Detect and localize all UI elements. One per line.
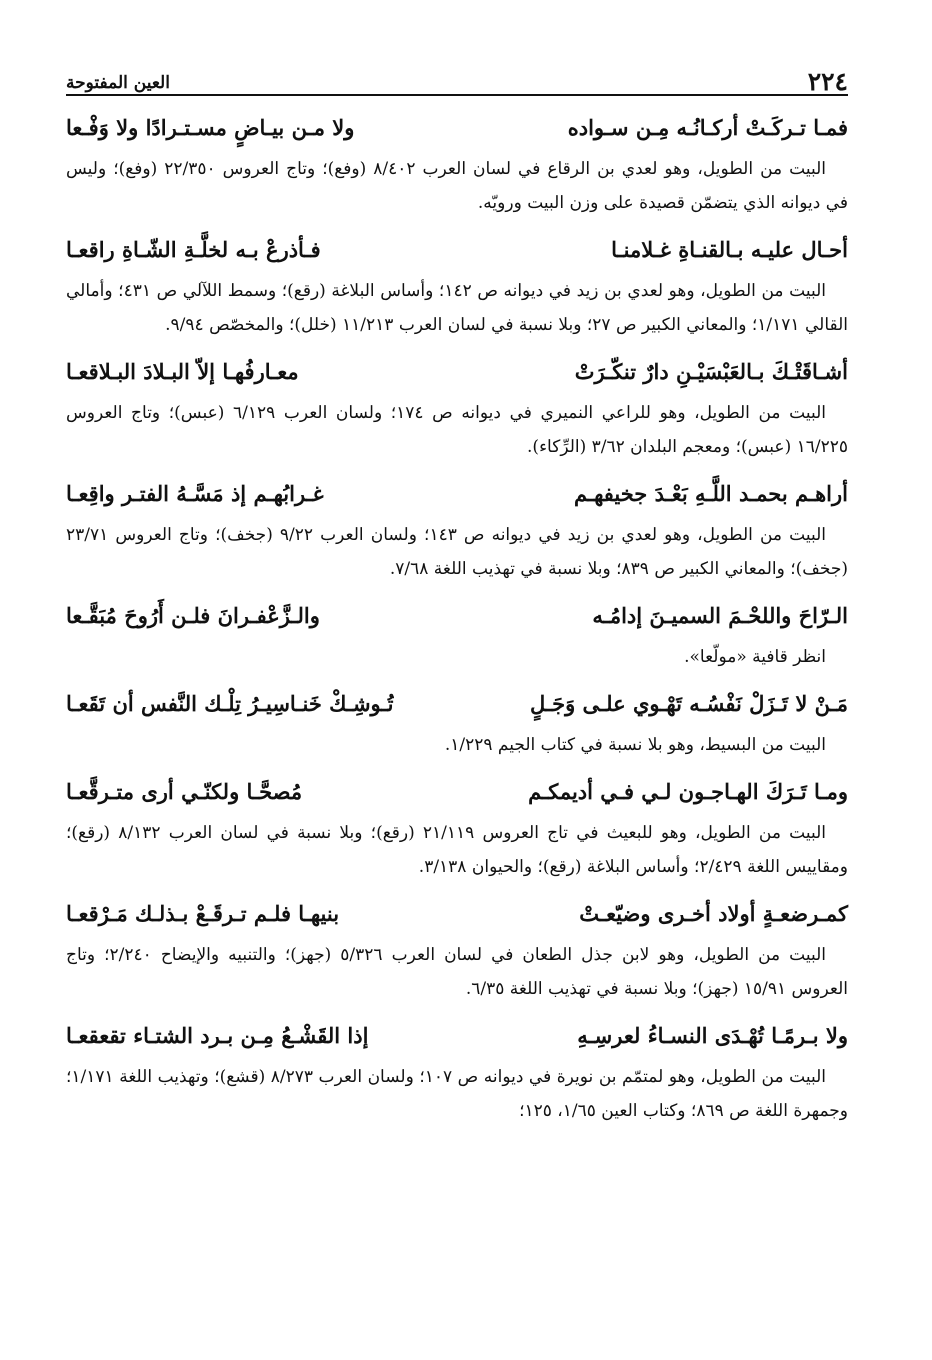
verse-note: البيت من الطويل، وهو لعدي بن الرقاع في لسان العرب ٨/٤٠٢ (وفع)؛ وتاج العروس ٢٢/٣٥٠ (وفع)؛ وليس في ديوانه الذي يتضمّن قصيدة على وزن البيت ورويّه. [66,159,848,213]
verse-note: البيت من البسيط، وهو بلا نسبة في كتاب الجيم ١/٢٢٩. [444,735,826,755]
verse-first-hemistich: مَـنْ لا تَـزَلْ نَفْسُـه تَهْـوي علـى وَجَـلٍ [530,690,848,716]
verse-first-hemistich: كمـرضعـةٍ أولاد أخـرى وضيّعـتْ [579,900,848,926]
verse-entry [66,346,848,464]
page-header [66,58,848,96]
verse-first-hemistich: ومـا تَـرَكَ الهـاجـون لـي فـي أديمكـم [528,778,848,804]
verse-line [66,224,848,274]
verse-note: البيت من الطويل، وهو للراعي النميري في ديوانه ص ١٧٤؛ ولسان العرب ٦/١٢٩ (عبس)؛ وتاج العروس ١٦/٢٢٥ (عبس)؛ ومعجم البلدان ٣/٦٢ (الرِّكاء). [66,403,848,457]
verse-second-hemistich: ولا مـن بيـاضٍ مسـتـرادًا ولا وَفْـعا [66,114,355,140]
verse-entry [66,102,848,220]
verse-first-hemistich: أشـاقَتْـكَ بـالعَبْسَيْـنِ دارٌ تنكّـرَتْ [574,358,848,384]
verse-entry [66,590,848,674]
verse-first-hemistich: أراهـم بحمـد اللَّـهِ بَعْـدَ جخيفهـم [573,480,848,506]
verse-line [66,102,848,152]
page-number: ٢٢٤ [807,67,848,96]
verse-note: البيت من الطويل، وهو للبعيث في تاج العروس ٢١/١١٩ (رقع)؛ وبلا نسبة في لسان العرب ٨/١٣٢ (رقع)؛ ومقاييس اللغة ٢/٤٢٩؛ وأساس البلاغة (رقع)؛ والحيوان ٣/١٣٨. [66,823,848,877]
verse-note: البيت من الطويل، وهو لابن جذل الطعان في لسان العرب ٥/٣٢٦ (جهز)؛ والتنبيه والإيضاح ٢/٢٤٠؛ وتاج العروس ١٥/٩١ (جهز)؛ وبلا نسبة في تهذيب اللغة ٦/٣٥. [66,945,848,999]
verse-line [66,678,848,728]
verse-entry [66,468,848,586]
verse-line [66,766,848,816]
verse-note: البيت من الطويل، وهو لعدي بن زيد في ديوانه ص ١٤٢؛ وأساس البلاغة (رقع)؛ وسمط اللآلي ص ٤٣١؛ وأمالي القالي ١/١٧١؛ والمعاني الكبير ص ٢٧؛ وبلا نسبة في لسان العرب ١١/٢١٣ (خلل)؛ والمخصّص ٩/٩٤. [66,281,848,335]
verse-first-hemistich: أحـال عليـه بـالقنـاةِ غـلامنـا [611,236,848,262]
verse-second-hemistich: مُصحَّـا ولكنّـي أرى متـرقَّعـا [66,778,303,804]
verse-second-hemistich: فـأذرعْ بـه لخلَّـةِ الشّـاةِ راقعـا [66,236,321,262]
verse-entry [66,224,848,342]
verse-second-hemistich: بنيهـا فلـم تـرقَـعْ بـذلـك مَـرْقعـا [66,900,340,926]
verse-line [66,468,848,518]
verse-note: البيت من الطويل، وهو لمتمّم بن نويرة في ديوانه ص ١٠٧؛ ولسان العرب ٨/٢٧٣ (قشع)؛ وتهذيب اللغة ١/١٧١؛ وجمهرة اللغة ص ٨٦٩؛ وكتاب العين ١/٦٥، ١٢٥؛ [66,1067,848,1121]
verse-line [66,1010,848,1060]
verse-second-hemistich: غـرابُهـم إذ مَسَّـهُ الفتـر واقِعـا [66,480,324,506]
verse-note: البيت من الطويل، وهو لعدي بن زيد في ديوانه ص ١٤٣؛ ولسان العرب ٩/٢٢ (جخف)؛ وتاج العروس ٢٣/٧١ (جخف)؛ والمعاني الكبير ص ٨٣٩؛ وبلا نسبة في تهذيب اللغة ٧/٦٨. [66,525,848,579]
running-title: العين المفتوحة [66,73,170,93]
verse-line [66,590,848,640]
verse-line [66,346,848,396]
verse-line [66,888,848,938]
verse-entry [66,678,848,762]
verse-note: انظر قافية «مولّعا». [684,647,826,667]
verse-entry [66,1010,848,1128]
verse-second-hemistich: معـارفُهـا إلاّ البـلادَ البـلاقعـا [66,358,299,384]
verse-first-hemistich: فمـا تـركَـتْ أركـانُـه مِـن سـواده [567,114,848,140]
verse-second-hemistich: والـزَّعْفـرانَ فلـن أَرُوحَ مُبَقَّـعا [66,602,320,628]
verse-entry [66,766,848,884]
verse-first-hemistich: الـرّاحَ واللحْـمَ السميـنَ إدامُـه [592,602,848,628]
verse-entry [66,888,848,1006]
verse-second-hemistich: إذا القَشْـعُ مِـن بـرد الشتـاء تقعقعـا [66,1022,369,1048]
verse-second-hemistich: تُـوشِـكْ خَنـاسِيـرُ تِلْـك النَّفس أن تَقَعـا [66,690,394,716]
verse-first-hemistich: ولا بـرمًـا تُهْـدَى النسـاءُ لعرسِـهِ [577,1022,848,1048]
